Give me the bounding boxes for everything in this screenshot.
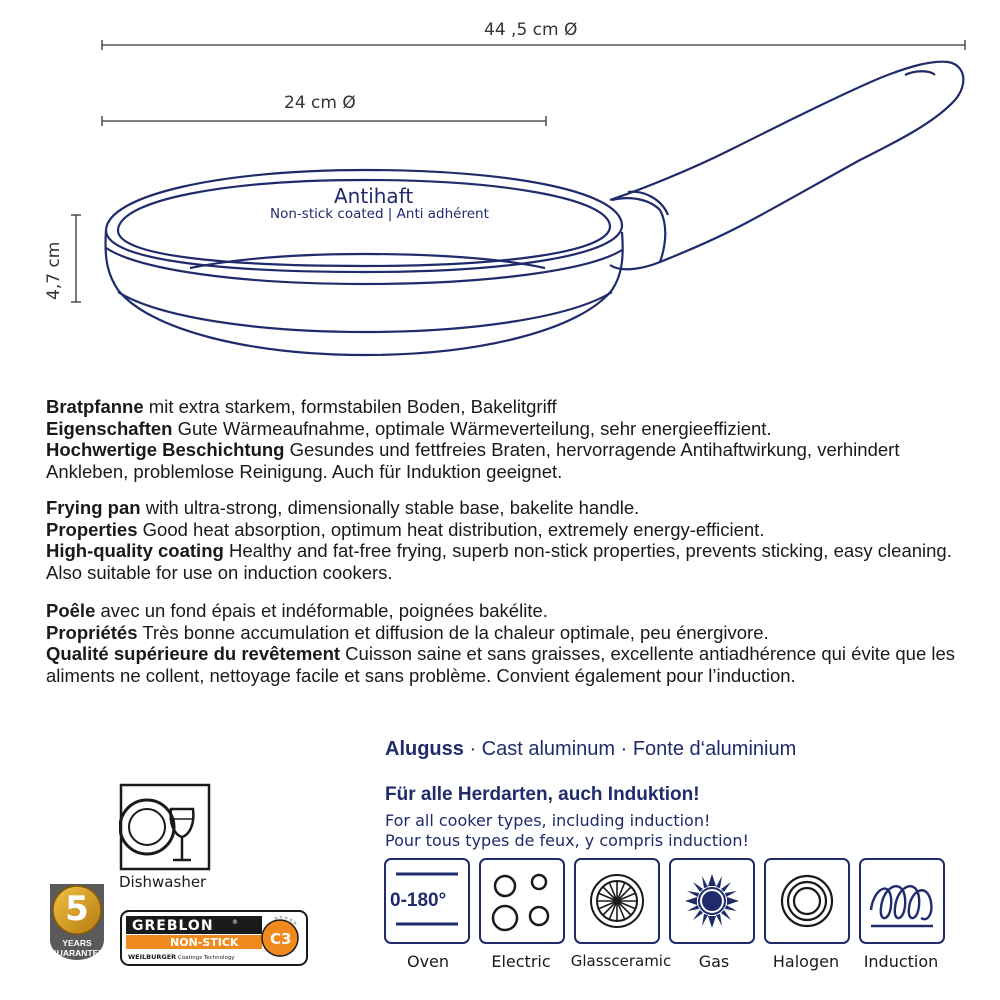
pan-coating-subtitle: Non-stick coated | Anti adhérent bbox=[270, 206, 489, 222]
desc-de-line-1: Bratpfanne mit extra starkem, formstabilen Boden, Bakelitgriff bbox=[46, 396, 557, 417]
oven-icon bbox=[384, 858, 470, 944]
pan-coating-title: Antihaft bbox=[334, 184, 414, 208]
description-en bbox=[46, 497, 976, 583]
svg-text:NON-STICK: NON-STICK bbox=[170, 936, 239, 949]
desc-en-line-1: Frying pan with ultra-strong, dimensionally stable base, bakelite handle. bbox=[46, 497, 640, 518]
material-line: Aluguss · Cast aluminum · Fonte d‘aluminium bbox=[385, 738, 797, 760]
description-fr bbox=[46, 600, 976, 686]
cooker-types-subtitle: For all cooker types, including induction! Pour tous types de feux, y compris induction! bbox=[385, 811, 749, 850]
electric-hob-icon bbox=[479, 858, 565, 944]
desc-en-line-3: High-quality coating Healthy and fat-free frying, superb non-stick properties, prevents sticking, easy cleaning. Also suitable for use on induction cookers. bbox=[46, 540, 952, 583]
cooker-icons-row bbox=[384, 858, 944, 948]
desc-fr-line-1: Poêle avec un fond épais et indéformable, poignées bakélite. bbox=[46, 600, 548, 621]
frying-pan-illustration bbox=[0, 0, 1000, 380]
cooker-label-oven: Oven bbox=[406, 952, 450, 971]
svg-text:GREBLON: GREBLON bbox=[132, 918, 214, 934]
induction-coil-icon bbox=[859, 858, 945, 944]
diameter-label: 24 cm Ø bbox=[284, 93, 356, 113]
gas-burner-icon bbox=[669, 858, 755, 944]
svg-text:WEILBURGER: WEILBURGER bbox=[128, 953, 177, 961]
cooker-label-electric: Electric bbox=[491, 952, 551, 971]
description-de bbox=[46, 396, 976, 482]
dishwasher-label: Dishwasher bbox=[119, 873, 207, 891]
halogen-hob-icon bbox=[764, 858, 850, 944]
desc-fr-line-3: Qualité supérieure du revêtement Cuisson saine et sans graisses, excellente antiadhérence qui évite que les aliments ne collent, nettoyage facile et sans problème. Convient également pour l’induction. bbox=[46, 643, 956, 686]
desc-en-line-2: Properties Good heat absorption, optimum heat distribution, extremely energy-efficient. bbox=[46, 518, 765, 540]
dishwasher-icon bbox=[119, 783, 211, 871]
greblon-logo bbox=[120, 910, 308, 966]
guarantee-text: YEARS GUARANTEE bbox=[50, 938, 104, 958]
cooker-label-gas: Gas bbox=[698, 952, 730, 971]
cooker-label-halogen: Halogen bbox=[772, 952, 840, 971]
oven-temperature: 0-180° bbox=[390, 890, 447, 911]
glassceramic-hob-icon bbox=[574, 858, 660, 944]
svg-text:Coatings Technology: Coatings Technology bbox=[178, 955, 235, 961]
cooker-types-title: Für alle Herdarten, auch Induktion! bbox=[385, 784, 700, 805]
desc-de-line-2: Eigenschaften Gute Wärmeaufnahme, optimale Wärmeverteilung, sehr energieeffizient. bbox=[46, 417, 772, 439]
desc-de-line-3: Hochwertige Beschichtung Gesundes und fettfreies Braten, hervorragende Antihaftwirkung, verhindert Ankleben, problemlose Reinigung. Auch für Induktion geeignet. bbox=[46, 439, 900, 482]
guarantee-number: 5 bbox=[65, 889, 89, 929]
svg-text:C3: C3 bbox=[270, 930, 292, 948]
desc-fr-line-2: Propriétés Très bonne accumulation et diffusion de la chaleur optimale, peu énergivore. bbox=[46, 621, 769, 643]
cooker-label-glassceramic: Glassceramic bbox=[570, 952, 672, 970]
svg-text:®: ® bbox=[232, 919, 238, 926]
height-label: 4,7 cm bbox=[44, 241, 64, 300]
total-length-label: 44 ,5 cm Ø bbox=[484, 20, 578, 40]
cooker-label-induction: Induction bbox=[863, 952, 939, 971]
